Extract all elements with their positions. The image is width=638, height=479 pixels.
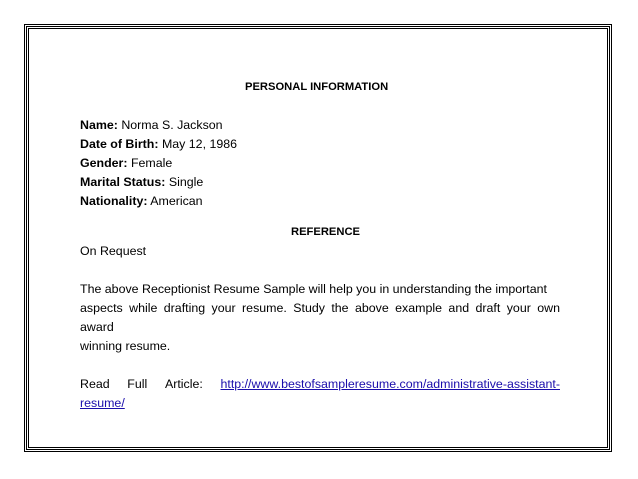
field-label: Marital Status: (80, 175, 166, 189)
summary-paragraph (80, 280, 560, 356)
field-label: Nationality: (80, 194, 148, 208)
reference-heading: REFERENCE (291, 226, 360, 238)
field-marital-status (80, 173, 560, 192)
article-link-continuation[interactable]: resume/ (80, 396, 125, 410)
document-content (80, 78, 560, 413)
article-word: Full (127, 377, 148, 391)
field-value: Female (130, 156, 173, 170)
read-full-article (80, 375, 560, 413)
field-label: Name: (80, 118, 118, 132)
field-value: American (150, 194, 203, 208)
field-gender (80, 154, 560, 173)
personal-information-fields (80, 116, 560, 211)
summary-line: aspects while drafting your resume. Study the above example and draft your own award (80, 301, 560, 334)
article-word: Article: (164, 377, 203, 391)
summary-line: winning resume. (80, 339, 171, 353)
field-name (80, 116, 560, 135)
field-value: May 12, 1986 (161, 137, 238, 151)
field-value: Single (168, 175, 204, 189)
summary-line: The above Receptionist Resume Sample will help you in understanding the important (80, 282, 547, 296)
article-word: Read (80, 377, 110, 391)
article-link[interactable]: http://www.bestofsampleresume.com/administrative-assistant- (220, 377, 560, 391)
field-label: Date of Birth: (80, 137, 159, 151)
field-nationality (80, 192, 560, 211)
field-value: Norma S. Jackson (121, 118, 223, 132)
field-label: Gender: (80, 156, 128, 170)
field-date-of-birth (80, 135, 560, 154)
personal-information-heading: PERSONAL INFORMATION (245, 81, 389, 93)
reference-text: On Request (80, 244, 147, 258)
